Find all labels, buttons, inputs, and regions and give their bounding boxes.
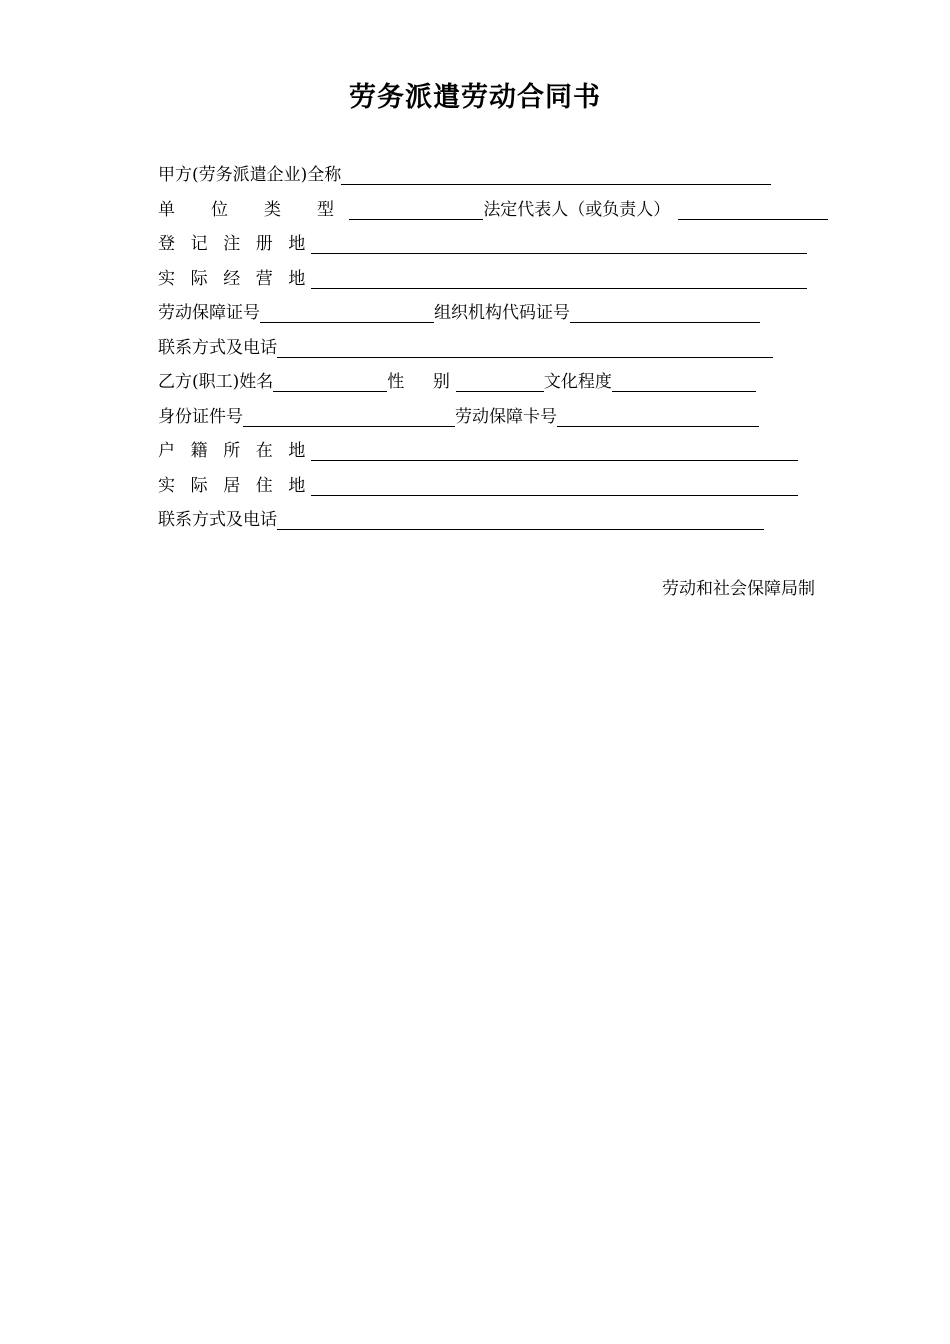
reg-address-field[interactable] (311, 233, 807, 254)
business-address-field[interactable] (311, 268, 807, 289)
labor-card-label: 劳动保障卡号 (455, 407, 557, 427)
unit-type-field[interactable] (349, 199, 483, 220)
id-number-field[interactable] (243, 406, 455, 427)
party-a-contact-label: 联系方式及电话 (158, 338, 277, 358)
household-row (158, 438, 798, 464)
residence-field[interactable] (311, 475, 798, 496)
party-b-contact-field[interactable] (277, 509, 764, 530)
gender-field[interactable] (456, 371, 544, 392)
labor-cert-field[interactable] (260, 302, 434, 323)
household-label: 户 籍 所 在 地 (158, 441, 311, 461)
education-field[interactable] (612, 371, 756, 392)
party-b-name-label: 乙方(职工)姓名 (158, 372, 274, 392)
business-address-label: 实 际 经 营 地 (158, 269, 311, 289)
issuer-text: 劳动和社会保障局制 (662, 579, 815, 599)
legal-rep-label: 法定代表人（或负责人） (483, 200, 671, 220)
gender-label: 性 别 (387, 372, 456, 392)
org-code-field[interactable] (570, 302, 760, 323)
household-field[interactable] (311, 440, 798, 461)
education-label: 文化程度 (543, 372, 612, 392)
labor-card-field[interactable] (557, 406, 759, 427)
party-a-name-field[interactable] (341, 164, 771, 185)
id-number-label: 身份证件号 (158, 407, 243, 427)
id-row (158, 404, 759, 430)
party-a-contact-row (158, 335, 773, 361)
labor-cert-label: 劳动保障证号 (158, 303, 260, 323)
residence-label: 实 际 居 住 地 (158, 476, 311, 496)
cert-row (158, 300, 760, 326)
residence-row (158, 473, 798, 499)
legal-rep-field[interactable] (678, 199, 828, 220)
reg-address-row (158, 231, 807, 257)
reg-address-label: 登 记 注 册 地 (158, 234, 311, 254)
party-a-name-label: 甲方(劳务派遣企业)全称 (158, 165, 342, 185)
party-b-contact-row (158, 507, 764, 533)
party-b-name-row (158, 369, 756, 395)
business-address-row (158, 266, 807, 292)
party-a-name-row (158, 162, 771, 188)
contract-title: 劳务派遣劳动合同书 (349, 82, 601, 113)
party-a-contact-field[interactable] (277, 337, 773, 358)
unit-type-row (158, 197, 828, 223)
org-code-label: 组织机构代码证号 (434, 303, 570, 323)
unit-type-label: 单 位 类 型 (158, 200, 350, 220)
party-b-name-field[interactable] (273, 371, 387, 392)
party-b-contact-label: 联系方式及电话 (158, 510, 277, 530)
